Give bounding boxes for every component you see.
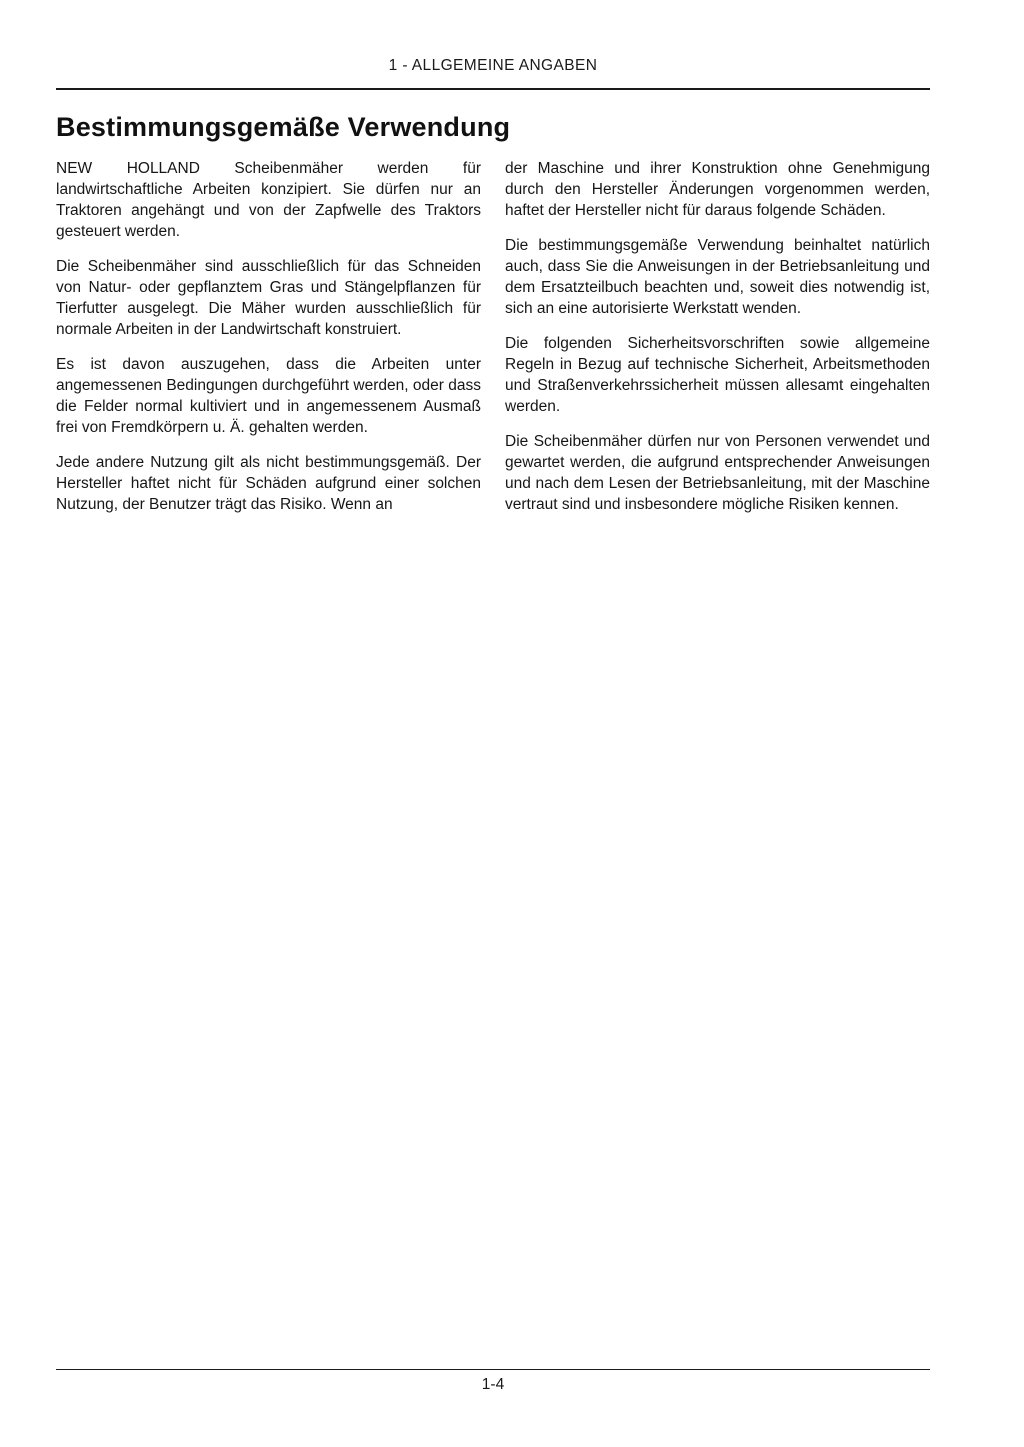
paragraph: NEW HOLLAND Scheibenmäher werden für landwirtschaftliche Arbeiten konzipiert. Sie dürfen nur an Traktoren angehängt und von der Zapfwelle des Traktors gesteuert werden. — [56, 160, 481, 240]
paragraph: Die Scheibenmäher dürfen nur von Personen verwendet und gewartet werden, die aufgrund entsprechender Anweisungen und nach dem Lesen der Betriebsanleitung, mit der Maschine vertraut sind und insbesondere mögliche Risiken kennen. — [505, 433, 930, 513]
paragraph: der Maschine und ihrer Konstruktion ohne Genehmigung durch den Hersteller Änderungen vorgenommen werden, haftet der Hersteller nicht für daraus folgende Schäden. — [505, 160, 930, 219]
right-column — [505, 158, 930, 529]
footer-rule — [56, 1369, 930, 1370]
paragraph: Die folgenden Sicherheitsvorschriften sowie allgemeine Regeln in Bezug auf technische Sicherheit, Arbeitsmethoden und Straßenverkehrssicherheit müssen allesamt eingehalten werden. — [505, 335, 930, 415]
chapter-header: 1 - ALLGEMEINE ANGABEN — [388, 57, 598, 74]
section-title: Bestimmungsgemäße Verwendung — [56, 112, 511, 142]
page-number: 1-4 — [481, 1376, 505, 1393]
left-column — [56, 158, 481, 529]
paragraph: Jede andere Nutzung gilt als nicht bestimmungsgemäß. Der Hersteller haftet nicht für Schäden aufgrund einer solchen Nutzung, der Benutzer trägt das Risiko. Wenn an — [56, 454, 481, 513]
body-columns — [56, 158, 930, 529]
paragraph: Die Scheibenmäher sind ausschließlich für das Schneiden von Natur- oder gepflanztem Gras und Stängelpflanzen für Tierfutter ausgelegt. Die Mäher wurden ausschließlich für normale Arbeiten in der Landwirtschaft konstruiert. — [56, 258, 481, 338]
header-rule — [56, 88, 930, 90]
paragraph: Es ist davon auszugehen, dass die Arbeiten unter angemessenen Bedingungen durchgeführt werden, oder dass die Felder normal kultiviert und in angemessenem Ausmaß frei von Fremdkörpern u. Ä. gehalten werden. — [56, 356, 481, 436]
paragraph: Die bestimmungsgemäße Verwendung beinhaltet natürlich auch, dass Sie die Anweisungen in der Betriebsanleitung und dem Ersatzteilbuch beachten und, soweit dies notwendig ist, sich an eine autorisierte Werkstatt wenden. — [505, 237, 930, 317]
